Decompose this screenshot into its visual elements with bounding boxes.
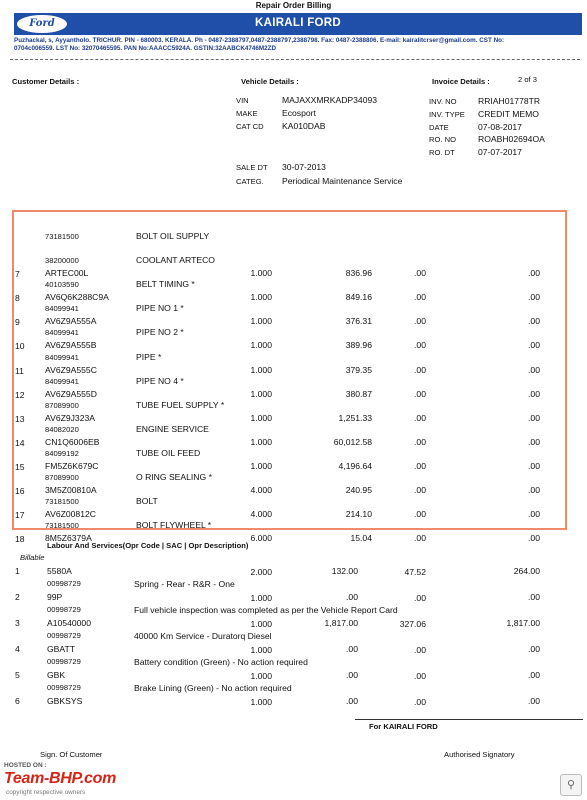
footer-rule (355, 719, 583, 720)
part-hsn-code: 73181500 (45, 232, 79, 241)
part-description: BOLT (136, 496, 158, 507)
labour-line-number: 1 (15, 566, 20, 576)
team-bhp-watermark: Team-BHP.com (4, 770, 116, 787)
sale-label: CATEG. (236, 177, 264, 186)
part-amount: .00 (528, 485, 540, 495)
labour-operation-code: GBKSYS (47, 696, 83, 706)
part-number: 3M5Z00810A (45, 485, 97, 495)
dealer-address-line2: 0704c006559. LST No: 32070465595. PAN No:AAACC5924A. GSTIN:32AABCK4746M2ZD (14, 45, 277, 52)
labour-amount: .00 (528, 696, 540, 706)
vehicle-label: CAT CD (236, 122, 264, 131)
part-price: 849.16 (345, 292, 372, 303)
labour-tax: 327.06 (399, 619, 426, 629)
part-hsn-code: 87089900 (45, 400, 79, 410)
customer-details-heading: Customer Details : (12, 77, 80, 86)
labour-sac-code: 00998729 (47, 579, 81, 588)
labour-sac-code: 00998729 (47, 631, 81, 640)
part-hsn-code: 73181500 (45, 497, 79, 507)
customer-signature-label: Sign. Of Customer (40, 750, 103, 759)
invoice-label: RO. NO (429, 135, 457, 145)
hosted-on-label: HOSTED ON : (4, 762, 47, 769)
labour-amount: .00 (528, 670, 540, 680)
invoice-value: 07-07-2017 (478, 147, 522, 158)
part-tax: .00 (414, 436, 426, 447)
part-quantity: 1.000 (250, 292, 272, 303)
part-hsn-code: 38200000 (45, 256, 79, 266)
part-line-number: 16 (15, 486, 25, 496)
labour-tax: .00 (414, 645, 426, 655)
labour-amount: .00 (528, 644, 540, 654)
part-amount: .00 (528, 292, 540, 303)
copyright-text: copyright respective owners (6, 789, 86, 796)
part-price: 836.96 (345, 268, 372, 279)
part-hsn-code: 84099941 (45, 352, 79, 362)
zoom-icon[interactable]: ⚲ (560, 774, 582, 796)
part-description: PIPE * (136, 351, 162, 362)
labour-tax: .00 (414, 671, 426, 681)
part-price: 379.35 (345, 364, 372, 375)
part-price: 214.10 (345, 509, 372, 520)
labour-price: 1,817.00 (324, 618, 358, 628)
part-description: BELT TIMING * (136, 279, 195, 290)
dealer-name: KAIRALI FORD (254, 17, 341, 29)
part-tax: .00 (414, 316, 426, 327)
part-hsn-code: 84099192 (45, 448, 79, 458)
labour-tax: .00 (414, 697, 426, 707)
part-tax: .00 (414, 292, 426, 303)
part-hsn-code: 84099941 (45, 304, 79, 314)
vehicle-value: Ecosport (282, 108, 316, 118)
part-number: CN1Q6006EB (45, 436, 100, 447)
part-tax: .00 (414, 388, 426, 399)
labour-quantity: 2.000 (250, 567, 272, 577)
labour-operation-code: A10540000 (47, 618, 91, 628)
labour-sac-code: 00998729 (47, 657, 81, 666)
part-price: 4,196.64 (338, 460, 372, 471)
part-amount: .00 (528, 412, 540, 423)
part-tax: .00 (414, 509, 426, 520)
labour-line-number: 6 (15, 696, 20, 706)
sale-value: 30-07-2013 (282, 162, 326, 172)
part-quantity: 1.000 (250, 412, 272, 423)
labour-description: Brake Lining (Green) - No action required (134, 683, 292, 693)
part-number: AV6Z00812C (45, 509, 96, 520)
labour-line-number: 4 (15, 644, 20, 654)
header-divider (10, 59, 580, 60)
invoice-label: DATE (429, 122, 449, 132)
labour-quantity: 1.000 (250, 671, 272, 681)
part-description: PIPE NO 2 * (136, 327, 184, 338)
part-tax: .00 (414, 412, 426, 423)
invoice-value: RRIAH01778TR (478, 96, 541, 106)
part-number: 8M5Z6379A (45, 533, 92, 544)
part-hsn-code: 84082020 (45, 424, 79, 434)
part-description: PIPE NO 4 * (136, 375, 184, 386)
part-description: PIPE NO 1 * (136, 303, 184, 314)
part-line-number: 7 (15, 269, 20, 280)
part-number: AV6Z9A555C (45, 364, 97, 375)
part-number: AV6Z9A555D (45, 388, 97, 399)
invoice-label: RO. DT (429, 148, 455, 158)
dealer-banner (14, 13, 582, 35)
part-number: FM5Z6K679C (45, 460, 99, 471)
part-quantity: 1.000 (250, 364, 272, 375)
part-amount: .00 (528, 460, 540, 471)
part-amount: .00 (528, 364, 540, 375)
labour-amount: .00 (528, 592, 540, 602)
part-line-number: 13 (15, 413, 25, 424)
page-indicator: 2 of 3 (518, 75, 537, 84)
vehicle-value: MAJAXXMRKADP34093 (282, 95, 378, 105)
part-line-number: 17 (15, 510, 25, 521)
billable-label: Billable (20, 553, 45, 562)
part-line-number: 10 (15, 341, 25, 352)
part-line-number: 14 (15, 437, 25, 448)
part-tax: .00 (414, 340, 426, 351)
part-amount: .00 (528, 388, 540, 399)
part-price: 389.96 (345, 340, 372, 351)
labour-description: 40000 Km Service - Duratorq Diesel (134, 631, 272, 641)
labour-line-number: 5 (15, 670, 20, 680)
part-description: COOLANT ARTECO (136, 255, 215, 266)
labour-price: 132.00 (331, 566, 358, 576)
part-number: AV6Z9A555A (45, 316, 97, 327)
labour-amount: 264.00 (513, 566, 540, 576)
part-price: 240.95 (345, 485, 372, 495)
part-price: 376.31 (345, 316, 372, 327)
part-number: AV6Z9A555B (45, 340, 97, 351)
labour-price: .00 (346, 592, 358, 602)
labour-amount: 1,817.00 (506, 618, 540, 628)
part-tax: .00 (414, 268, 426, 279)
part-tax: .00 (414, 364, 426, 375)
vehicle-label: MAKE (236, 109, 258, 118)
vehicle-details-heading: Vehicle Details : (241, 77, 299, 86)
ford-logo-icon: Ford (16, 14, 68, 34)
part-quantity: 1.000 (250, 388, 272, 399)
vehicle-label: VIN (236, 96, 249, 105)
labour-line-number: 2 (15, 592, 20, 602)
labour-operation-code: 99P (47, 592, 63, 602)
part-tax: .00 (414, 533, 426, 544)
part-quantity: 1.000 (250, 340, 272, 351)
labour-description: Spring - Rear - R&R - One (134, 579, 235, 589)
part-hsn-code: 84099941 (45, 376, 79, 386)
labour-sac-code: 00998729 (47, 683, 81, 692)
labour-sac-code: 00998729 (47, 605, 81, 614)
part-number: ARTEC00L (45, 268, 89, 279)
sale-label: SALE DT (236, 163, 268, 172)
part-description: BOLT FLYWHEEL * (136, 520, 212, 531)
labour-quantity: 1.000 (250, 645, 272, 655)
part-line-number: 15 (15, 461, 25, 472)
invoice-label: INV. TYPE (429, 109, 465, 119)
authorised-signature-label: Authorised Signatory (444, 750, 515, 759)
labour-quantity: 1.000 (250, 619, 272, 629)
part-quantity: 1.000 (250, 436, 272, 447)
labour-price: .00 (346, 644, 358, 654)
invoice-label: INV. NO (429, 97, 457, 106)
part-line-number: 11 (15, 365, 24, 376)
part-hsn-code: 87089900 (45, 473, 79, 482)
labour-quantity: 1.000 (250, 593, 272, 603)
invoice-value: CREDIT MEMO (478, 108, 539, 119)
part-description: TUBE OIL FEED (136, 447, 201, 458)
part-line-number: 9 (15, 317, 20, 328)
labour-price: .00 (346, 670, 358, 680)
part-line-number: 8 (15, 293, 20, 304)
labour-line-number: 3 (15, 618, 20, 628)
part-amount: .00 (528, 533, 540, 544)
part-description: BOLT OIL SUPPLY (136, 231, 210, 241)
labour-quantity: 1.000 (250, 697, 272, 707)
part-tax: .00 (414, 460, 426, 471)
invoice-value: 07-08-2017 (478, 121, 522, 132)
part-quantity: 6.000 (250, 533, 272, 544)
part-description: ENGINE SERVICE (136, 423, 209, 434)
vehicle-value: KA010DAB (282, 121, 326, 131)
part-quantity: 4.000 (250, 485, 272, 495)
document-title: Repair Order Billing (255, 1, 332, 10)
labour-description: Battery condition (Green) - No action required (134, 657, 308, 667)
invoice-value: ROABH02694OA (478, 134, 545, 145)
labour-tax: .00 (414, 593, 426, 603)
part-hsn-code: 73181500 (45, 521, 79, 531)
labour-description: Full vehicle inspection was completed as per the Vehicle Report Card (134, 605, 398, 615)
part-amount: .00 (528, 436, 540, 447)
part-price: 380.87 (345, 388, 372, 399)
labour-price: .00 (346, 696, 358, 706)
part-number: AV6Z9J323A (45, 412, 96, 423)
part-price: 60,012.58 (333, 436, 372, 447)
part-price: 15.04 (350, 533, 372, 544)
labour-tax: 47.52 (404, 567, 426, 577)
invoice-details-heading: Invoice Details : (432, 77, 490, 86)
part-hsn-code: 84099941 (45, 328, 79, 338)
labour-operation-code: GBATT (47, 644, 76, 654)
part-amount: .00 (528, 268, 540, 279)
part-quantity: 1.000 (250, 268, 272, 279)
part-number: AV6Q6K288C9A (45, 292, 109, 303)
sale-value: Periodical Maintenance Service (282, 176, 403, 186)
dealer-address-line1: Puzhackal, s, Ayyantholo. TRICHUR. PIN - 680003. KERALA. Ph - 0487-2388797,0487-2388797,2388798. Fax: 0487-2388806. E-mail: kairalitcrser@gmail.com. CST No: (14, 37, 505, 44)
part-quantity: 1.000 (250, 316, 272, 327)
part-amount: .00 (528, 340, 540, 351)
part-amount: .00 (528, 316, 540, 327)
part-hsn-code: 40103590 (45, 280, 79, 290)
labour-operation-code: 5580A (47, 566, 72, 576)
part-description: TUBE FUEL SUPPLY * (136, 399, 225, 410)
part-quantity: 1.000 (250, 460, 272, 471)
part-line-number: 12 (15, 389, 25, 400)
part-amount: .00 (528, 509, 540, 520)
part-quantity: 4.000 (250, 509, 272, 520)
labour-heading: Labour And Services(Opr Code | SAC | Opr Description) (47, 541, 249, 550)
part-tax: .00 (414, 485, 426, 495)
part-price: 1,251.33 (338, 412, 372, 423)
for-dealer: For KAIRALI FORD (369, 722, 438, 731)
part-description: O RING SEALING * (136, 472, 212, 482)
part-line-number: 18 (15, 534, 25, 545)
labour-operation-code: GBK (47, 670, 66, 680)
